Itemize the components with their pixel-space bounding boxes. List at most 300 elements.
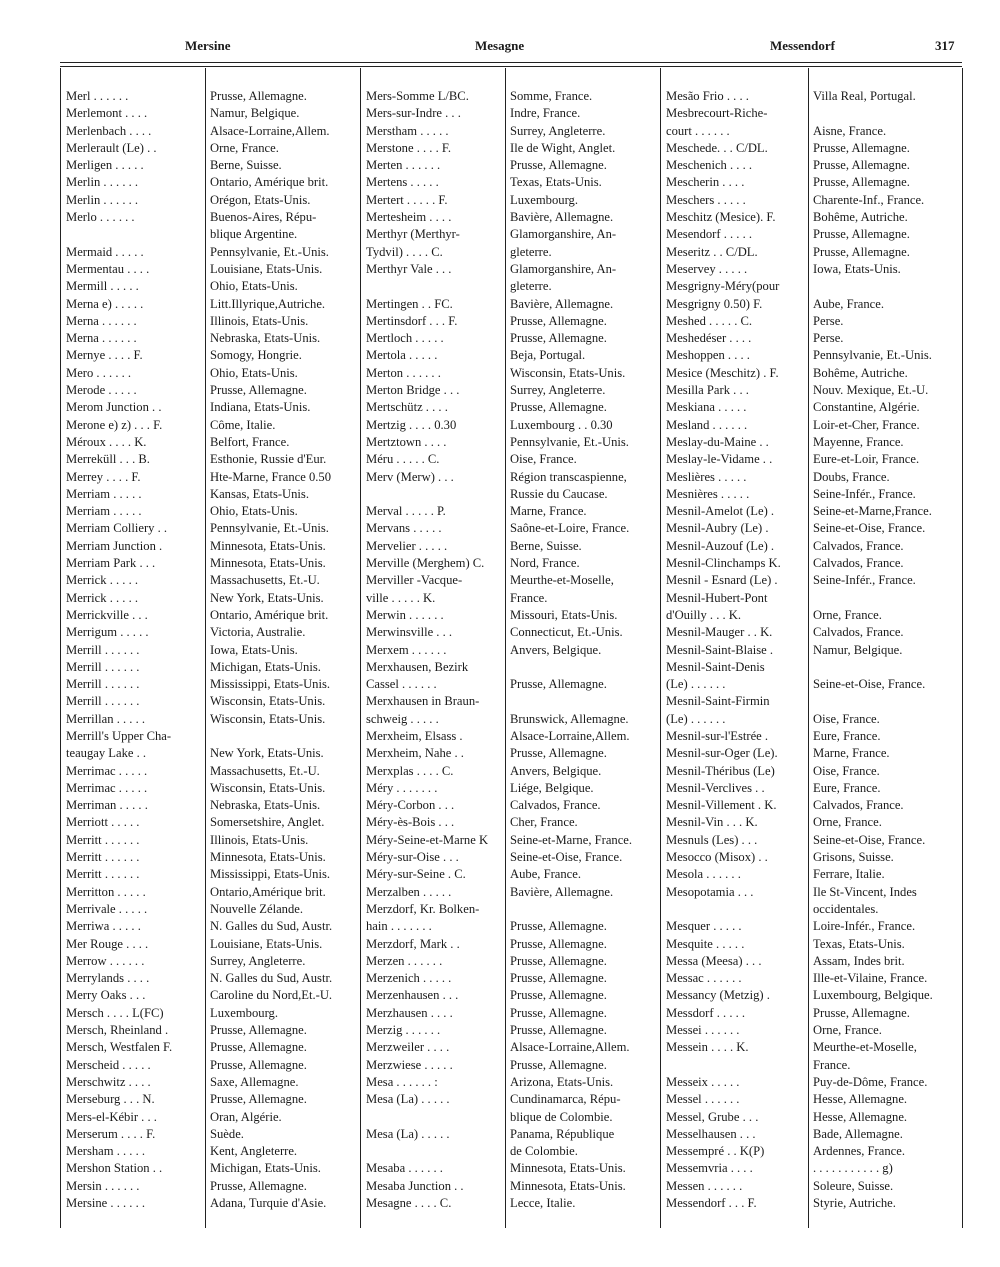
- place-name: Messein . . . . K.: [666, 1040, 749, 1055]
- entry-row: [66, 953, 360, 970]
- entry-row: [366, 226, 660, 243]
- place-region: Aube, France.: [813, 296, 884, 311]
- place-name: (Le) . . . . . .: [666, 711, 726, 726]
- place-region: Adana, Turquie d'Asie.: [210, 1196, 327, 1210]
- entry-row: [366, 624, 660, 641]
- place-region: Oise, France.: [510, 452, 577, 467]
- entry-row: [666, 1109, 961, 1126]
- entry-row: [666, 918, 961, 935]
- place-region: Saxe, Allemagne.: [210, 1074, 299, 1089]
- place-region: Calvados, France.: [813, 798, 904, 813]
- place-region: Oran, Algérie.: [210, 1109, 282, 1124]
- place-name: Merrylands . . . .: [66, 971, 150, 986]
- place-name: Merritton . . . . .: [66, 884, 146, 899]
- entry-row: [366, 244, 660, 261]
- place-name: court . . . . . .: [666, 123, 730, 138]
- entry-row: [66, 676, 360, 693]
- entry-row: [66, 1126, 360, 1143]
- entry-row: [66, 313, 360, 330]
- entry-row: [666, 382, 961, 399]
- entry-row: [366, 745, 660, 762]
- place-name: Merzen . . . . . .: [366, 953, 443, 968]
- place-name: Merriam Park . . .: [66, 556, 156, 571]
- place-region: Ardennes, France.: [813, 1144, 905, 1159]
- entry-row: [66, 469, 360, 486]
- column-divider: [60, 68, 61, 1228]
- place-name: Mesnil-Aubry (Le) .: [666, 521, 769, 536]
- place-region: Luxembourg.: [510, 192, 578, 207]
- place-region: Orne, France.: [813, 607, 882, 622]
- place-region: [204, 728, 360, 745]
- place-region: Seine-et-Marne, France.: [510, 832, 633, 847]
- entry-row: [66, 728, 360, 745]
- entry-row: [666, 1143, 961, 1160]
- place-name: Mesbrecourt-Riche-: [666, 106, 768, 121]
- place-region: Charente-Inf., France.: [813, 192, 925, 207]
- entry-row: [666, 590, 961, 607]
- place-name: Merligen . . . . .: [66, 158, 144, 173]
- place-name: Meskiana . . . . .: [666, 400, 747, 415]
- place-name: Mesendorf . . . . .: [666, 227, 753, 242]
- place-region: Esthonie, Russie d'Eur.: [210, 452, 327, 467]
- entry-row: [366, 486, 660, 503]
- place-region: [807, 659, 961, 676]
- entry-row: [666, 192, 961, 209]
- place-name: Mersch, Westfalen F.: [66, 1040, 173, 1055]
- place-name: Meslières . . . . .: [666, 469, 747, 484]
- place-name: Meseritz . . C/DL.: [666, 244, 758, 259]
- entry-row: [666, 555, 961, 572]
- place-name: Merna . . . . . .: [66, 331, 137, 346]
- place-name: schweig . . . . .: [366, 711, 439, 726]
- entry-row: [366, 365, 660, 382]
- entry-row: [366, 1022, 660, 1039]
- place-region: Prusse, Allemagne.: [510, 158, 607, 173]
- entry-row: [66, 849, 360, 866]
- entry-row: [366, 901, 660, 918]
- place-name: Merriott . . . . .: [66, 815, 140, 830]
- place-name: Mesnil-Villement . K.: [666, 798, 777, 813]
- entry-row: [666, 1039, 961, 1056]
- place-name: Mesnil-sur-Oger (Le).: [666, 746, 778, 761]
- entry-row: [366, 849, 660, 866]
- entry-row: [66, 365, 360, 382]
- place-region: Russie du Caucase.: [510, 486, 608, 501]
- place-name: Mesgrigny-Méry(pour: [666, 279, 780, 294]
- place-name: Méry-ès-Bois . . .: [366, 815, 455, 830]
- header-left: Mersine: [185, 38, 231, 53]
- place-name: Merschwitz . . . .: [66, 1074, 151, 1089]
- place-region: Prusse, Allemagne.: [510, 677, 607, 692]
- place-region: Meurthe-et-Moselle,: [813, 1040, 917, 1055]
- place-name: Merrill . . . . . .: [66, 642, 140, 657]
- place-region: Prusse, Allemagne.: [210, 89, 307, 103]
- place-region: Illinois, Etats-Unis.: [210, 313, 309, 328]
- place-region: Connecticut, Et.-Unis.: [510, 625, 623, 640]
- place-region: Styrie, Autriche.: [813, 1196, 896, 1210]
- entry-row: [66, 1178, 360, 1195]
- place-region: Namur, Belgique.: [210, 106, 300, 121]
- entry-row: [366, 1160, 660, 1177]
- place-region: Luxembourg, Belgique.: [813, 988, 933, 1003]
- entry-row: [66, 555, 360, 572]
- entry-row: [366, 866, 660, 883]
- entry-row: [666, 123, 961, 140]
- entry-row: [666, 296, 961, 313]
- place-name: Merrill . . . . . .: [66, 659, 140, 674]
- place-region: France.: [510, 590, 548, 605]
- entry-row: [666, 520, 961, 537]
- place-region: Bohême, Autriche.: [813, 365, 908, 380]
- place-name: Mertesheim . . . .: [366, 210, 452, 225]
- place-name: Merten . . . . . .: [366, 158, 441, 173]
- entry-row: [366, 1195, 660, 1212]
- place-region: Grisons, Suisse.: [813, 850, 894, 865]
- entry-row: [66, 693, 360, 710]
- place-name: Mer Rouge . . . .: [66, 936, 149, 951]
- place-region: New York, Etats-Unis.: [210, 590, 324, 605]
- entry-row: [366, 728, 660, 745]
- place-name: Merzalben . . . . .: [366, 884, 452, 899]
- place-region: Prusse, Allemagne.: [510, 1023, 607, 1038]
- entry-row: [666, 953, 961, 970]
- place-region: Prusse, Allemagne.: [813, 227, 910, 242]
- place-name: Meshoppen . . . .: [666, 348, 750, 363]
- place-name: Mersch, Rheinland .: [66, 1023, 169, 1038]
- entry-row: [666, 901, 961, 918]
- entry-row: [366, 884, 660, 901]
- entry-row: [666, 676, 961, 693]
- entry-row: [66, 624, 360, 641]
- place-region: Prusse, Allemagne.: [510, 1005, 607, 1020]
- entry-row: [366, 157, 660, 174]
- place-region: Missouri, Etats-Unis.: [510, 607, 618, 622]
- place-region: Ohio, Etats-Unis.: [210, 365, 298, 380]
- place-name: Merval . . . . . P.: [366, 504, 446, 519]
- entry-row: [66, 884, 360, 901]
- place-region: Hte-Marne, France 0.50: [210, 469, 331, 484]
- place-region: Anvers, Belgique.: [510, 763, 602, 778]
- place-name: Merwinsville . . .: [366, 625, 453, 640]
- entry-row: [66, 382, 360, 399]
- place-name: Merry Oaks . . .: [66, 988, 146, 1003]
- place-region: Mayenne, France.: [813, 434, 904, 449]
- entry-row: [66, 1022, 360, 1039]
- place-region: Perse.: [813, 313, 844, 328]
- entry-row: [66, 226, 360, 243]
- place-name: Meschede. . . C/DL.: [666, 140, 768, 155]
- entry-row: [66, 278, 360, 295]
- place-region: Calvados, France.: [813, 556, 904, 571]
- place-name: Merode . . . . .: [66, 383, 137, 398]
- entry-row: [366, 1005, 660, 1022]
- place-name: Mesquer . . . . .: [666, 919, 742, 934]
- place-region: Somersetshire, Anglet.: [210, 815, 325, 830]
- place-name: [366, 1109, 504, 1126]
- place-name: Merzenhausen . . .: [366, 988, 459, 1003]
- place-region: Prusse, Allemagne.: [510, 971, 607, 986]
- place-region: Glamorganshire, An-: [510, 261, 617, 276]
- place-region: Nouv. Mexique, Et.-U.: [813, 383, 929, 398]
- entry-row: [366, 590, 660, 607]
- place-name: Mertens . . . . .: [366, 175, 439, 190]
- place-name: Merreküll . . . B.: [66, 452, 150, 467]
- entry-row: [666, 469, 961, 486]
- place-region: [807, 590, 961, 607]
- place-region: Prusse, Allemagne.: [210, 383, 307, 398]
- entry-row: [666, 330, 961, 347]
- place-name: Merzhausen . . . .: [366, 1005, 453, 1020]
- place-region: Cundinamarca, Répu-: [510, 1092, 621, 1107]
- place-name: Meslay-du-Maine . .: [666, 434, 769, 449]
- place-region: Prusse, Allemagne.: [813, 140, 910, 155]
- entry-row: [666, 642, 961, 659]
- entry-row: [666, 140, 961, 157]
- column-divider: [962, 68, 963, 1228]
- place-name: Merrigum . . . . .: [66, 625, 149, 640]
- place-region: Kent, Angleterre.: [210, 1144, 298, 1159]
- place-region: Suède.: [210, 1126, 244, 1141]
- place-region: Liége, Belgique.: [510, 780, 594, 795]
- place-region: Côme, Italie.: [210, 417, 276, 432]
- place-region: Minnesota, Etats-Unis.: [510, 1178, 626, 1193]
- place-name: Merrick . . . . .: [66, 590, 139, 605]
- place-region: Alsace-Lorraine,Allem.: [210, 123, 330, 138]
- entry-row: [666, 1195, 961, 1212]
- entry-row: [366, 399, 660, 416]
- place-name: Merrivale . . . . .: [66, 901, 148, 916]
- place-name: Merton . . . . . .: [366, 365, 441, 380]
- place-region: Calvados, France.: [813, 625, 904, 640]
- entry-row: [366, 434, 660, 451]
- place-name: Merscheid . . . . .: [66, 1057, 151, 1072]
- entry-row: [66, 520, 360, 537]
- place-region: [807, 278, 961, 295]
- entry-row: [66, 901, 360, 918]
- place-name: Mesnil-sur-l'Estrée .: [666, 728, 769, 743]
- entry-row: [666, 1005, 961, 1022]
- column-divider: [360, 68, 361, 1228]
- entry-row: [666, 174, 961, 191]
- entry-row: [666, 1074, 961, 1091]
- entry-row: [666, 763, 961, 780]
- place-region: Hesse, Allemagne.: [813, 1109, 908, 1124]
- entry-row: [366, 607, 660, 624]
- place-region: Prusse, Allemagne.: [813, 244, 910, 259]
- entry-row: [366, 209, 660, 226]
- entry-row: [66, 296, 360, 313]
- entry-row: [666, 849, 961, 866]
- entry-row: [666, 503, 961, 520]
- place-name: Messendorf . . . F.: [666, 1196, 757, 1210]
- place-name: Meshed . . . . . C.: [666, 313, 753, 328]
- place-region: Massachusetts, Et.-U.: [210, 763, 320, 778]
- entry-row: [66, 987, 360, 1004]
- place-region: New York, Etats-Unis.: [210, 746, 324, 761]
- entry-row: [66, 157, 360, 174]
- entry-row: [66, 174, 360, 191]
- place-region: Seine-Infér., France.: [813, 573, 916, 588]
- place-name: Mesnil-Clinchamps K.: [666, 556, 781, 571]
- place-region: Luxembourg . . 0.30: [510, 417, 613, 432]
- entry-row: [666, 105, 961, 122]
- place-name: Mesquite . . . . .: [666, 936, 745, 951]
- place-name: Merrickville . . .: [66, 607, 148, 622]
- entry-row: [66, 745, 360, 762]
- place-name: Merrey . . . . F.: [66, 469, 141, 484]
- place-name: Mervelier . . . . .: [366, 538, 448, 553]
- place-name: Merzdorf, Mark . .: [366, 936, 460, 951]
- place-name: hain . . . . . . .: [366, 919, 432, 934]
- place-region: Perse.: [813, 331, 844, 346]
- place-name: [366, 486, 504, 503]
- place-region: Aisne, France.: [813, 123, 887, 138]
- place-region: Minnesota, Etats-Unis.: [210, 538, 326, 553]
- place-region: Luxembourg.: [210, 1005, 278, 1020]
- place-name: Meschenich . . . .: [666, 158, 753, 173]
- place-name: [666, 901, 807, 918]
- entry-row: [666, 1022, 961, 1039]
- entry-row: [666, 832, 961, 849]
- place-region: Buenos-Aires, Répu-: [210, 210, 317, 225]
- place-region: Prusse, Allemagne.: [210, 1178, 307, 1193]
- entry-row: [666, 797, 961, 814]
- place-region: Berne, Suisse.: [510, 538, 582, 553]
- entry-row: [366, 313, 660, 330]
- place-name: Mesice (Meschitz) . F.: [666, 365, 779, 380]
- entry-row: [366, 261, 660, 278]
- place-name: Mersine . . . . . .: [66, 1196, 146, 1210]
- place-region: Ontario,Amérique brit.: [210, 884, 326, 899]
- place-name: Merna . . . . . .: [66, 313, 137, 328]
- entry-row: [366, 642, 660, 659]
- place-region: Calvados, France.: [510, 798, 601, 813]
- place-name: Mers-sur-Indre . . .: [366, 106, 461, 121]
- place-name: Mermaid . . . . .: [66, 244, 144, 259]
- place-region: Meurthe-et-Moselle,: [510, 573, 614, 588]
- place-name: [366, 1143, 504, 1160]
- place-name: Merzdorf, Kr. Bolken-: [366, 901, 480, 916]
- entry-row: [66, 797, 360, 814]
- place-name: ville . . . . . K.: [366, 590, 436, 605]
- place-region: Région transcaspienne,: [510, 469, 627, 484]
- place-name: Mescherin . . . .: [666, 175, 745, 190]
- place-name: Merlo . . . . . .: [66, 210, 135, 225]
- place-name: Merthyr (Merthyr-: [366, 227, 460, 242]
- entry-row: [366, 953, 660, 970]
- entry-row: [66, 1160, 360, 1177]
- place-region: Somme, France.: [510, 89, 593, 103]
- place-region: Ontario, Amérique brit.: [210, 607, 329, 622]
- place-name: Messel . . . . . .: [666, 1092, 740, 1107]
- place-region: Oise, France.: [813, 763, 880, 778]
- entry-row: [666, 434, 961, 451]
- place-name: Messancy (Metzig) .: [666, 988, 770, 1003]
- place-region: Marne, France.: [813, 746, 890, 761]
- entry-row: [666, 486, 961, 503]
- place-region: Eure, France.: [813, 780, 881, 795]
- place-region: Prusse, Allemagne.: [510, 746, 607, 761]
- place-region: Pennsylvanie, Et.-Unis.: [210, 244, 329, 259]
- place-name: Mersham . . . . .: [66, 1144, 146, 1159]
- place-region: Aube, France.: [510, 867, 581, 882]
- place-region: N. Galles du Sud, Austr.: [210, 919, 333, 934]
- place-region: Assam, Indes brit.: [813, 953, 905, 968]
- place-region: Prusse, Allemagne.: [510, 400, 607, 415]
- entry-row: [366, 347, 660, 364]
- place-name: Merseburg . . . N.: [66, 1092, 155, 1107]
- place-name: Merlemont . . . .: [66, 106, 148, 121]
- entry-row: [66, 538, 360, 555]
- place-region: Hesse, Allemagne.: [813, 1092, 908, 1107]
- place-name: Mesnuls (Les) . . .: [666, 832, 758, 847]
- place-name: Méry-sur-Oise . . .: [366, 850, 459, 865]
- place-name: Mertschütz . . . .: [366, 400, 448, 415]
- place-region: Bavière, Allemagne.: [510, 296, 614, 311]
- place-name: Méru . . . . . C.: [366, 452, 440, 467]
- place-region: Seine-et-Oise, France.: [510, 850, 623, 865]
- entry-row: [366, 278, 660, 295]
- entry-row: [366, 451, 660, 468]
- entry-row: [666, 451, 961, 468]
- place-name: Merriwa . . . . .: [66, 919, 141, 934]
- place-region: Ile de Wight, Anglet.: [510, 140, 616, 155]
- place-region: [504, 693, 660, 710]
- column-divider: [660, 68, 661, 1228]
- place-name: Mers-Somme L/BC.: [366, 89, 469, 103]
- place-name: Merritt . . . . . .: [66, 867, 140, 882]
- place-region: Bavière, Allemagne.: [510, 210, 614, 225]
- entry-row: [66, 1143, 360, 1160]
- entry-row: [66, 607, 360, 624]
- place-region: Seine-et-Oise, France.: [813, 677, 926, 692]
- place-name: Mero . . . . . .: [66, 365, 132, 380]
- entry-row: [666, 278, 961, 295]
- entry-row: [366, 832, 660, 849]
- place-name: Mesaba Junction . .: [366, 1178, 464, 1193]
- entry-row: [666, 1057, 961, 1074]
- place-region: Orne, France.: [813, 1023, 882, 1038]
- entry-row: [66, 261, 360, 278]
- entry-row: [666, 745, 961, 762]
- place-region: Puy-de-Dôme, France.: [813, 1074, 928, 1089]
- place-region: Prusse, Allemagne.: [510, 313, 607, 328]
- place-region: Ille-et-Vilaine, France.: [813, 971, 928, 986]
- place-name: d'Ouilly . . . K.: [666, 607, 742, 622]
- entry-row: [366, 555, 660, 572]
- place-name: Merzenich . . . . .: [366, 971, 452, 986]
- entry-row: [666, 659, 961, 676]
- entry-row: [66, 814, 360, 831]
- place-name: Merl . . . . . .: [66, 89, 129, 103]
- place-region: Ontario, Amérique brit.: [210, 175, 329, 190]
- entry-row: [66, 503, 360, 520]
- entry-row: [366, 676, 660, 693]
- entry-row: [66, 486, 360, 503]
- entry-row: [366, 1109, 660, 1126]
- place-region: Litt.Illyrique,Autriche.: [210, 296, 326, 311]
- place-region: Mississippi, Etats-Unis.: [210, 867, 331, 882]
- place-region: [504, 659, 660, 676]
- entry-row: [66, 970, 360, 987]
- place-name: Messel, Grube . . .: [666, 1109, 759, 1124]
- place-name: Mertingen . . FC.: [366, 296, 453, 311]
- entry-row: [66, 1091, 360, 1108]
- entry-row: [366, 538, 660, 555]
- place-name: Mertztown . . . .: [366, 434, 447, 449]
- entry-row: [366, 970, 660, 987]
- entry-row: [366, 1057, 660, 1074]
